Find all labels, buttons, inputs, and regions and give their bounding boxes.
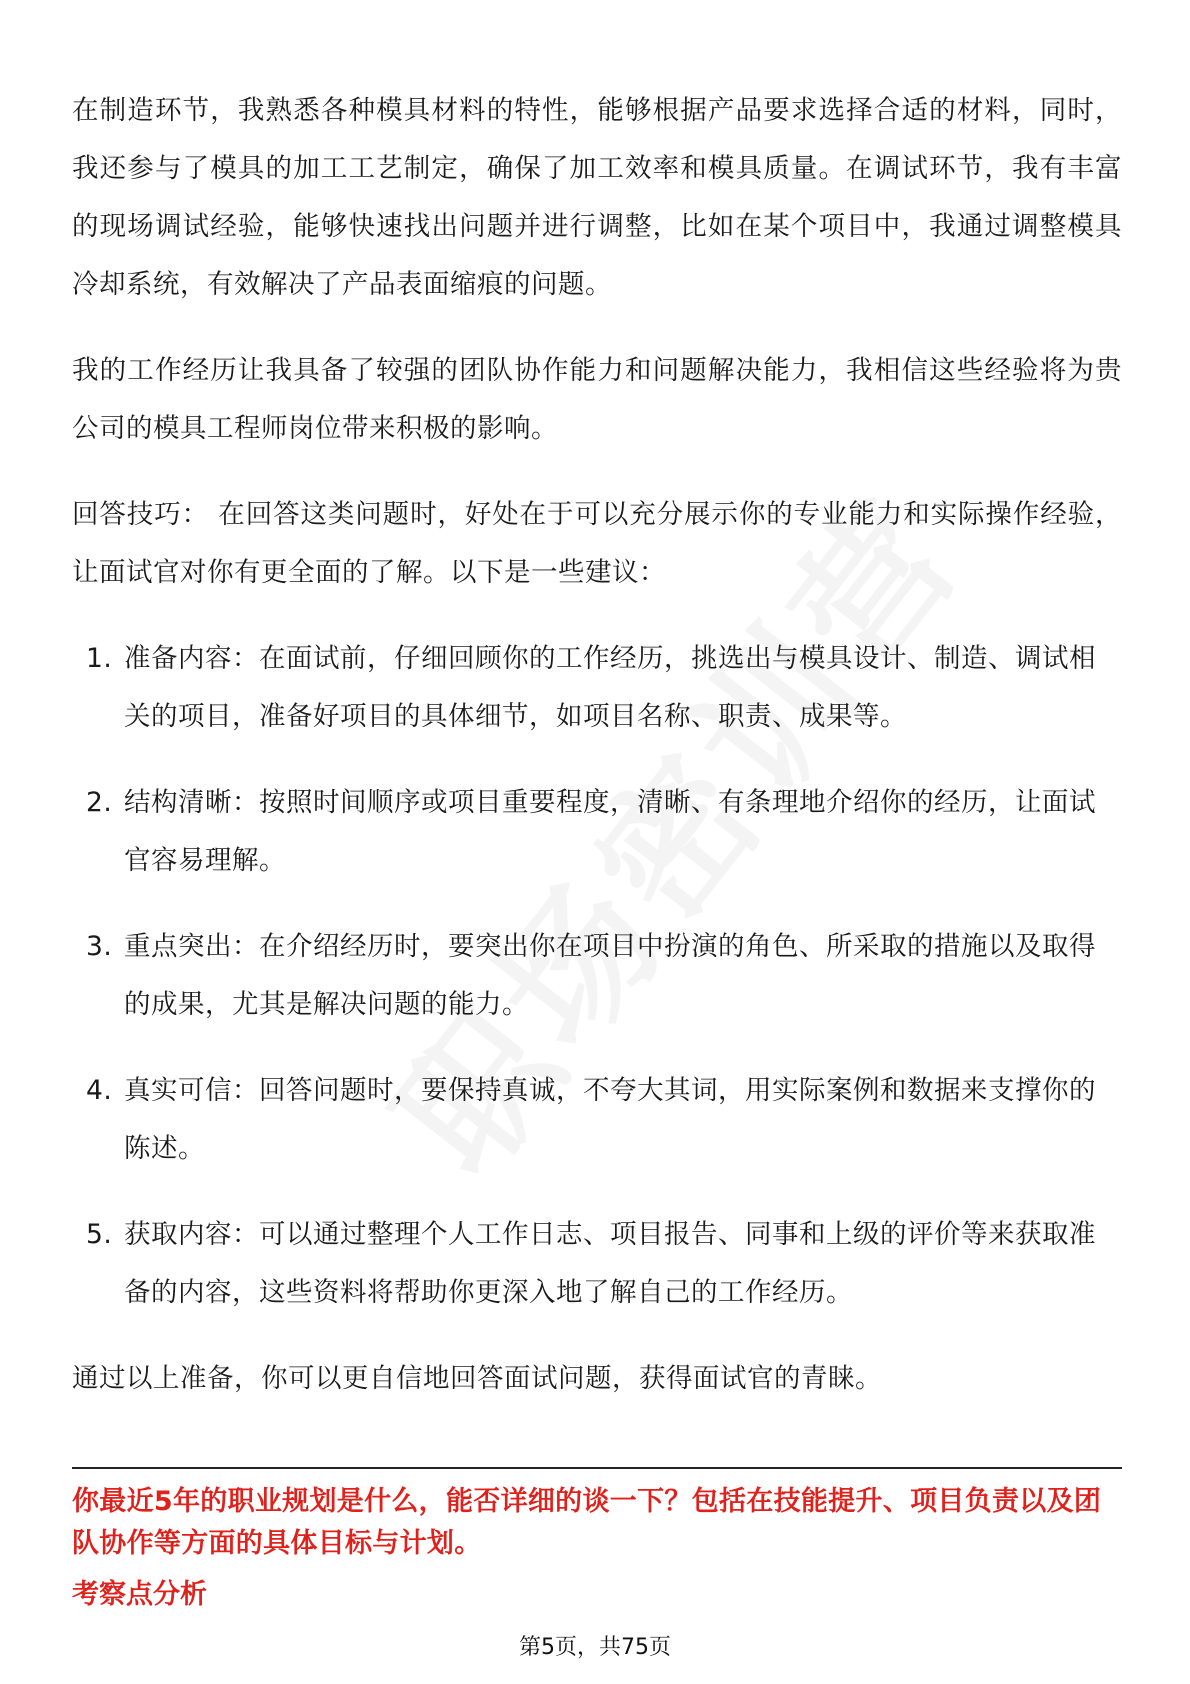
paragraph-conclusion: 通过以上准备，你可以更自信地回答面试问题，获得面试官的青睐。 [72,1363,882,1394]
list-item-text: 准备内容：在面试前，仔细回顾你的工作经历，挑选出与模具设计、制造、调试相关的项目，准备好项目的具体细节，如项目名称、职责、成果等。 [124,643,1096,732]
interview-question: 你最近5年的职业规划是什么，能否详细的谈一下？包括在技能提升、项目负责以及团队协作等方面的具体目标与计划。 [72,1486,1102,1559]
document-body [72,82,1122,1436]
list-item-text: 重点突出：在介绍经历时，要突出你在项目中扮演的角色、所采取的措施以及取得的成果，尤其是解决问题的能力。 [124,931,1096,1020]
list-item-text: 真实可信：回答问题时，要保持真诚，不夸大其词，用实际案例和数据来支撑你的陈述。 [124,1075,1096,1164]
list-item-number: 2. [86,787,113,818]
list-item [72,918,1122,1034]
list-item [72,1206,1122,1322]
paragraph-manufacturing: 在制造环节，我熟悉各种模具材料的特性，能够根据产品要求选择合适的材料，同时，我还参与了模具的加工工艺制定，确保了加工效率和模具质量。在调试环节，我有丰富的现场调试经验，能够快速找出问题并进行调整，比如在某个项目中，我通过调整模具冷却系统，有效解决了产品表面缩痕的问题。 [72,95,1122,300]
section-divider [72,1467,1122,1469]
tips-list [72,630,1122,1322]
list-item [72,1062,1122,1178]
list-item [72,774,1122,890]
list-item-text: 结构清晰：按照时间顺序或项目重要程度，清晰、有条理地介绍你的经历，让面试官容易理解。 [124,787,1096,876]
section-heading: 考察点分析 [72,1579,207,1610]
paragraph-answer-tips-intro: 回答技巧： 在回答这类问题时，好处在于可以充分展示你的专业能力和实际操作经验，让面试官对你有更全面的了解。以下是一些建议： [72,499,1122,588]
list-item-text: 获取内容：可以通过整理个人工作日志、项目报告、同事和上级的评价等来获取准备的内容，这些资料将帮助你更深入地了解自己的工作经历。 [124,1219,1096,1308]
list-item-number: 5. [86,1219,113,1250]
list-item-number: 1. [86,643,113,674]
list-item [72,630,1122,746]
list-item-number: 4. [86,1075,113,1106]
paragraph-experience-summary: 我的工作经历让我具备了较强的团队协作能力和问题解决能力，我相信这些经验将为贵公司的模具工程师岗位带来积极的影响。 [72,355,1122,444]
list-item-number: 3. [86,931,113,962]
page-number-footer: 第5页，共75页 [519,1635,671,1660]
